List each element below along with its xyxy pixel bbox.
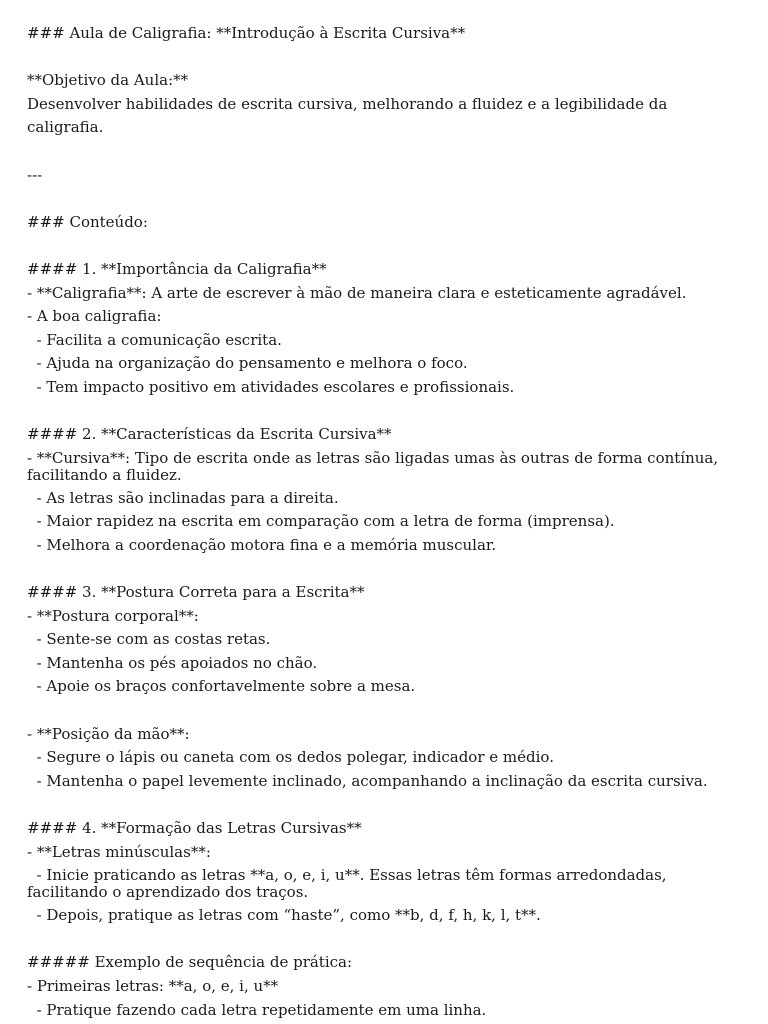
section-1-heading-line: #### 1. **Importância da Caligrafia** [27,259,327,278]
sub-list-item-line: - Facilita a comunicação escrita. [27,330,282,349]
blank-line [27,699,727,723]
list-item-line: - A boa caligrafia: [27,307,162,326]
sub-list-item-line: - Segure o lápis ou caneta com os dedos polegar, indicador e médio. [27,748,554,767]
blank-line [27,557,727,581]
list-item-line: - **Caligrafia**: A arte de escrever à mão de maneira clara e esteticamente agradável. [27,283,687,302]
section-2-heading-line: #### 2. **Características da Escrita Cursiva** [27,425,392,444]
sub-list-item-line: - Depois, pratique as letras com “haste”, como **b, d, f, h, k, l, t**. [27,906,541,925]
sub-list-item-line: - Apoie os braços confortavelmente sobre a mesa. [27,677,416,696]
section-3-heading-line: #### 3. **Postura Correta para a Escrita** [27,583,365,602]
blank-line [27,793,727,817]
blank-line [27,400,727,424]
sub-list-item-line: - Mantenha os pés apoiados no chão. [27,653,318,672]
sub-list-item-line: - Inicie praticando as letras **a, o, e, i, u**. Essas letras têm formas arredondadas, facilitando o aprendizado dos traços. [27,866,672,902]
lesson-title-line: ### Aula de Caligrafia: **Introdução à Escrita Cursiva** [27,24,466,42]
section-4-heading-line: #### 4. **Formação das Letras Cursivas** [27,819,362,837]
sub-list-item-line: - Sente-se com as costas retas. [27,630,271,649]
sub-list-item-line: - Ajuda na organização do pensamento e melhora o foco. [27,354,468,373]
sub-list-item-line: - Maior rapidez na escrita em comparação com a letra de forma (imprensa). [27,512,615,531]
blank-line [27,46,727,70]
blank-line [27,928,727,952]
sub-list-item-line: - Mantenha o papel levemente inclinado, acompanhando a inclinação da escrita cursiva. [27,771,708,790]
sub-list-item-line: - Melhora a coordenação motora fina e a memória muscular. [27,535,497,554]
content-heading-line: ### Conteúdo: [27,212,148,231]
separator-line: --- [27,165,43,184]
list-item-line: - **Posição da mão**: [27,724,190,743]
list-item-line: - **Postura corporal**: [27,606,199,625]
document-body [27,22,727,1022]
blank-line [27,140,727,164]
sub-list-item-line: - As letras são inclinadas para a direita. [27,488,339,507]
blank-line [27,234,727,258]
list-item-line: - Primeiras letras: **a, o, e, i, u** [27,976,279,995]
list-item-line: - **Cursiva**: Tipo de escrita onde as letras são ligadas umas às outras de forma contínua, facilitando a fluidez. [27,448,723,484]
example-heading-line: ##### Exemplo de sequência de prática: [27,953,353,972]
objective-heading-line: **Objetivo da Aula:** [27,71,189,90]
sub-list-item-line: - Pratique fazendo cada letra repetidamente em uma linha. [27,1000,487,1019]
list-item-line: - **Letras minúsculas**: [27,842,211,861]
blank-line [27,187,727,211]
objective-text-line: Desenvolver habilidades de escrita cursiva, melhorando a fluidez e a legibilidade da caligrafia. [27,94,673,137]
sub-list-item-line: - Tem impacto positivo em atividades escolares e profissionais. [27,377,515,396]
